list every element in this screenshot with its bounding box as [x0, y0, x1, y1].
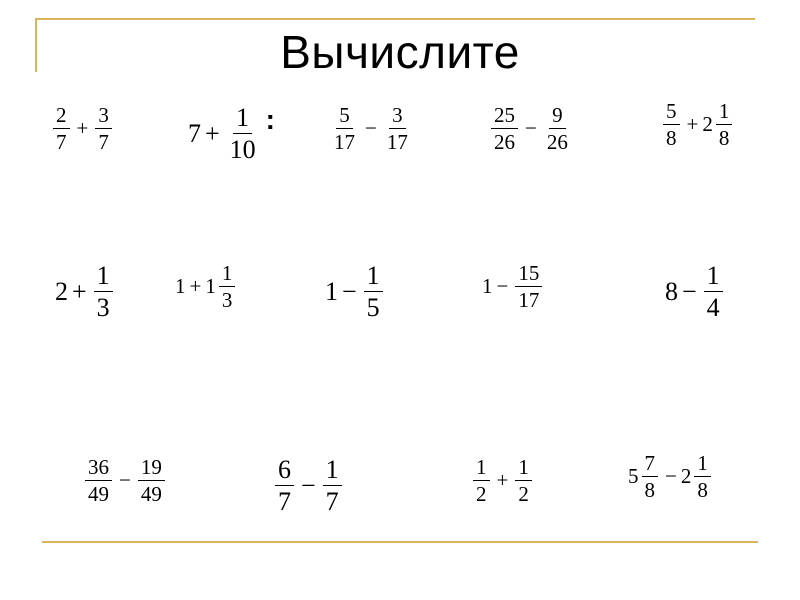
- operator: −: [496, 274, 509, 299]
- denominator: 8: [644, 478, 655, 503]
- denominator: 17: [386, 130, 408, 155]
- fraction: [642, 452, 659, 501]
- fraction: [473, 456, 490, 505]
- numerator: 6: [275, 456, 294, 486]
- exercise-2-4: [482, 262, 545, 311]
- denominator: 17: [518, 288, 540, 313]
- fraction: [323, 456, 342, 516]
- fraction: [94, 262, 113, 322]
- fraction: [138, 456, 165, 505]
- denominator: 49: [140, 482, 162, 507]
- whole-number: 7: [188, 118, 201, 148]
- operator: +: [189, 274, 202, 299]
- denominator: 49: [88, 482, 109, 507]
- numerator: 3: [95, 104, 112, 129]
- exercise-2-5: [665, 262, 726, 322]
- operator: −: [342, 276, 357, 306]
- whole-number: 5: [628, 464, 639, 489]
- fraction: [227, 104, 259, 164]
- operator: +: [496, 468, 509, 493]
- denominator: 3: [96, 293, 110, 323]
- exercise-2-1: [55, 262, 116, 322]
- denominator: 3: [221, 288, 233, 313]
- whole-number: 1: [482, 274, 493, 299]
- numerator: 5: [336, 104, 353, 129]
- whole-number: 1: [325, 276, 338, 306]
- exercise-3-3: [470, 456, 535, 505]
- fraction: [85, 456, 112, 505]
- exercise-1-5: [660, 100, 735, 149]
- operator: +: [205, 118, 220, 148]
- exercise-2-3: [325, 262, 386, 322]
- fraction: [219, 262, 236, 311]
- colon-mark: :: [265, 103, 275, 135]
- denominator: 7: [56, 130, 67, 155]
- exercise-1-2: [188, 104, 275, 164]
- operator: −: [119, 468, 131, 493]
- denominator: 5: [366, 293, 380, 323]
- numerator: 1: [694, 452, 711, 477]
- numerator: 1: [364, 262, 383, 292]
- whole-number: 2: [55, 276, 68, 306]
- numerator: 7: [642, 452, 659, 477]
- numerator: 5: [663, 100, 680, 125]
- operator: +: [72, 276, 87, 306]
- fraction: [53, 104, 70, 153]
- numerator: 1: [323, 456, 342, 486]
- denominator: 26: [546, 130, 568, 155]
- numerator: 3: [389, 104, 406, 129]
- numerator: 1: [515, 456, 532, 481]
- decorative-bottom-line: [42, 541, 758, 543]
- exercise-1-1: [50, 104, 115, 153]
- exercise-1-3: [328, 104, 414, 153]
- numerator: 1: [704, 262, 723, 292]
- denominator: 7: [325, 487, 339, 517]
- numerator: 9: [549, 104, 566, 129]
- page-title: Вычислите: [280, 26, 520, 78]
- denominator: 7: [278, 487, 291, 517]
- exercise-3-2: [272, 456, 345, 516]
- operator: +: [76, 116, 89, 141]
- decorative-top-line: [35, 18, 755, 20]
- fraction: [515, 456, 532, 505]
- numerator: 36: [85, 456, 112, 481]
- denominator: 8: [697, 478, 708, 503]
- whole-number: 1: [175, 274, 186, 299]
- numerator: 1: [473, 456, 490, 481]
- numerator: 2: [53, 104, 70, 129]
- fraction: [364, 262, 383, 322]
- operator: +: [686, 112, 699, 137]
- denominator: 2: [476, 482, 487, 507]
- whole-number: 2: [702, 112, 713, 137]
- exercise-3-4: [628, 452, 714, 501]
- numerator: 1: [219, 262, 236, 287]
- denominator: 7: [98, 130, 109, 155]
- denominator: 17: [334, 130, 355, 155]
- fraction: [331, 104, 358, 153]
- fraction: [704, 262, 723, 322]
- fraction: [491, 104, 518, 153]
- denominator: 4: [706, 293, 720, 323]
- denominator: 10: [229, 135, 256, 165]
- operator: −: [365, 116, 377, 141]
- denominator: 8: [718, 126, 730, 151]
- fraction: [384, 104, 411, 153]
- fraction: [275, 456, 294, 516]
- fraction: [95, 104, 112, 153]
- numerator: 25: [491, 104, 518, 129]
- fraction: [544, 104, 571, 153]
- numerator: 1: [233, 104, 252, 134]
- numerator: 15: [515, 262, 542, 287]
- operator: −: [301, 470, 316, 500]
- fraction: [663, 100, 680, 149]
- operator: −: [665, 464, 677, 489]
- numerator: 19: [138, 456, 165, 481]
- denominator: 8: [666, 126, 677, 151]
- fraction: [515, 262, 542, 311]
- operator: −: [525, 116, 537, 141]
- fraction: [694, 452, 711, 501]
- numerator: 1: [716, 100, 733, 125]
- whole-number: 1: [205, 274, 216, 299]
- whole-number: 2: [680, 464, 692, 489]
- exercise-3-1: [82, 456, 168, 505]
- denominator: 26: [494, 130, 515, 155]
- fraction: [716, 100, 733, 149]
- exercise-1-4: [488, 104, 574, 153]
- operator: −: [682, 276, 697, 306]
- denominator: 2: [518, 482, 529, 507]
- whole-number: 8: [665, 276, 678, 306]
- exercise-2-2: [175, 262, 238, 311]
- numerator: 1: [94, 262, 113, 292]
